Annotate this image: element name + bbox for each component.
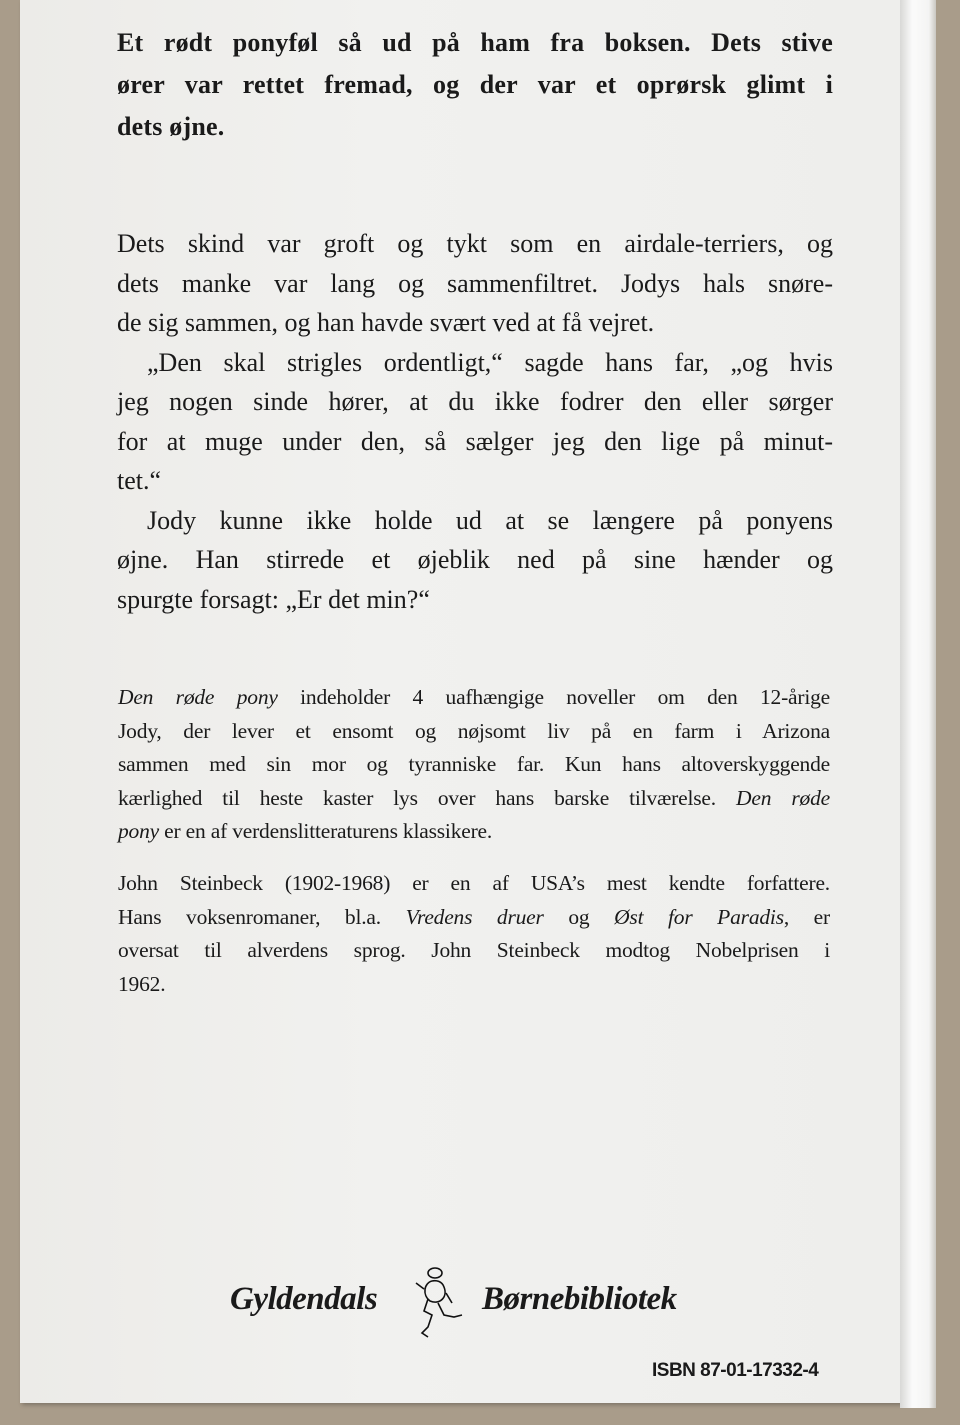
- book-description: [118, 681, 830, 849]
- text-segment: Jody, der lever et ensomt og nøjsomt liv på en farm i Arizona: [118, 718, 830, 743]
- text-line: [117, 106, 833, 148]
- text-line: [117, 343, 833, 383]
- text-segment: indeholder 4 uafhængige noveller om den 12-årige: [277, 685, 831, 709]
- text-segment: sammen med sin mor og tyranniske far. Kun hans altoverskyggende: [118, 752, 830, 776]
- italic-title-text: Den røde pony: [118, 685, 278, 709]
- text-segment: „Den skal strigles ordentligt,“ sagde hans far, „og hvis: [147, 347, 833, 377]
- running-child-logo-icon: [402, 1265, 482, 1345]
- excerpt-text: [117, 224, 833, 619]
- publisher-logo: [230, 1265, 720, 1345]
- text-segment: John Steinbeck (1902-1968) er en af USA’s mest kendte forfattere.: [118, 871, 830, 895]
- text-segment: de sig sammen, og han havde svært ved at få vejret.: [117, 308, 655, 337]
- text-segment: Dets skind var groft og tykt som en airdale-terriers, og: [117, 229, 833, 258]
- publisher-name-left: Gyldendals: [230, 1281, 378, 1317]
- text-line: [117, 224, 833, 264]
- text-segment: kærlighed til heste kaster lys over hans barske tilværelse.: [118, 785, 737, 810]
- text-segment: , er: [783, 904, 830, 929]
- italic-title-text: Vredens druer: [405, 904, 544, 929]
- italic-title-text: Den røde: [736, 785, 830, 810]
- text-line: [118, 867, 830, 901]
- text-line: [118, 934, 830, 968]
- text-segment: jeg nogen sinde hører, at du ikke fodrer den eller sørger: [117, 387, 833, 416]
- text-line: [117, 303, 833, 343]
- text-segment: dets manke var lang og sammenfiltret. Jodys hals snøre-: [117, 268, 833, 298]
- text-segment: oversat til alverdens sprog. John Steinbeck modtog Nobelprisen i: [118, 938, 830, 962]
- text-line: [118, 782, 830, 816]
- text-line: [117, 422, 833, 462]
- text-segment: dets øjne.: [117, 112, 225, 141]
- text-line: [118, 901, 830, 935]
- italic-title-text: pony: [118, 819, 159, 843]
- text-line: [118, 681, 830, 715]
- text-segment: øjne. Han stirrede et øjeblik ned på sine hænder og: [117, 545, 833, 574]
- text-line: [117, 382, 833, 422]
- text-line: [117, 22, 833, 64]
- text-line: [117, 461, 833, 501]
- text-segment: Et rødt ponyføl så ud på ham fra boksen. Dets stive: [117, 28, 833, 57]
- isbn-number: ISBN 87-01-17332-4: [652, 1360, 819, 1381]
- text-line: [118, 968, 830, 1002]
- text-line: [117, 64, 833, 106]
- text-line: [118, 715, 830, 749]
- text-segment: spurgte forsagt: „Er det min?“: [117, 584, 430, 614]
- text-segment: er en af verdenslitteraturens klassikere.: [159, 819, 493, 843]
- book-spine-edge: [900, 0, 936, 1408]
- text-segment: Hans voksenromaner, bl.a.: [118, 904, 406, 929]
- text-segment: tet.“: [117, 466, 162, 495]
- text-segment: Jody kunne ikke holde ud at se længere på ponyens: [147, 505, 833, 535]
- text-line: [117, 501, 833, 541]
- text-segment: og: [543, 904, 615, 929]
- text-line: [117, 540, 833, 580]
- text-segment: ører var rettet fremad, og der var et oprørsk glimt i: [117, 70, 833, 99]
- excerpt-bold-intro: [117, 22, 833, 148]
- author-bio: [118, 867, 830, 1001]
- text-line: [118, 748, 830, 782]
- text-segment: 1962.: [118, 971, 166, 996]
- publisher-name-right: Børnebibliotek: [482, 1281, 677, 1317]
- text-line: [117, 264, 833, 304]
- text-segment: for at muge under den, så sælger jeg den lige på minut-: [117, 426, 833, 456]
- text-line: [117, 580, 833, 620]
- italic-title-text: Øst for Paradis: [614, 904, 784, 929]
- text-line: [118, 815, 830, 849]
